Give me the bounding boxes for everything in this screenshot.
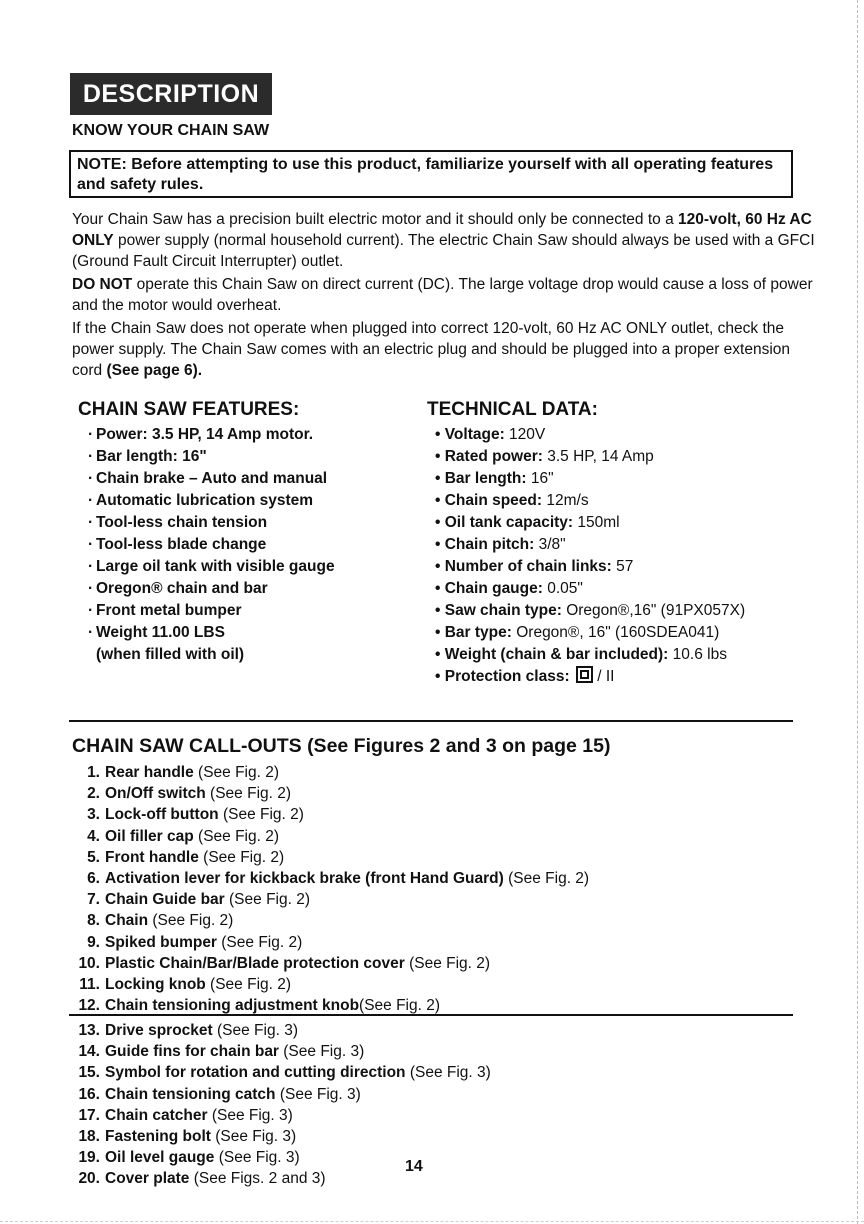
callout-item xyxy=(72,1126,812,1147)
intro-paragraph-3: If the Chain Saw does not operate when plugged into correct 120-volt, 60 Hz AC ONLY outlet, check the power supply. The Chain Saw comes with an electric plug and should be plugged into a proper extension cord (See page 6). xyxy=(72,320,791,379)
callout-number: 2. xyxy=(87,785,100,803)
technical-data-item xyxy=(435,622,847,644)
callout-number: 6. xyxy=(87,870,100,888)
feature-label: Tool-less chain tension xyxy=(96,514,268,531)
bullet-icon: • xyxy=(435,514,445,531)
feature-item xyxy=(88,446,408,468)
technical-data-item xyxy=(435,512,847,534)
technical-data-item xyxy=(435,556,847,578)
bullet-icon: • xyxy=(435,492,445,509)
divider-top xyxy=(69,720,793,722)
callout-figure-ref: (See Fig. 3) xyxy=(210,1128,297,1146)
bullet-icon: · xyxy=(88,536,94,553)
feature-label: Chain brake – Auto and manual xyxy=(96,470,328,487)
callout-item xyxy=(72,868,812,889)
technical-data-value: Oregon®,16" (91PX057X) xyxy=(561,602,746,619)
feature-item xyxy=(88,490,408,512)
page-number: 14 xyxy=(405,1158,423,1175)
technical-data-key: Chain pitch: xyxy=(444,536,535,553)
callout-figure-ref: (See Figs. 2 and 3) xyxy=(189,1170,326,1188)
callout-number: 13. xyxy=(78,1022,100,1039)
feature-label: Automatic lubrication system xyxy=(96,492,314,509)
scan-bottom-line xyxy=(0,1221,864,1222)
callout-number: 15. xyxy=(78,1064,100,1082)
callout-figure-ref: (See Fig. 2) xyxy=(205,785,292,803)
callout-item xyxy=(72,889,812,910)
callout-number: 20. xyxy=(78,1170,100,1188)
callout-figure-ref: (See Fig. 2) xyxy=(503,870,590,888)
callout-item xyxy=(72,953,812,974)
callout-item xyxy=(72,1147,812,1168)
callout-figure-ref: (See Fig. 3) xyxy=(207,1106,293,1124)
technical-data-key: Chain gauge: xyxy=(444,580,543,597)
technical-data-item xyxy=(435,446,847,468)
callout-part-name: Locking knob xyxy=(105,976,206,994)
feature-item xyxy=(88,468,408,490)
technical-data-value: 10.6 lbs xyxy=(668,646,727,663)
features-title: CHAIN SAW FEATURES: xyxy=(78,399,300,420)
callout-figure-ref: (See Fig. 2) xyxy=(193,764,280,781)
callout-item xyxy=(72,1084,812,1105)
technical-data-value: 0.05" xyxy=(542,580,583,597)
callout-part-name: Rear handle xyxy=(105,764,194,781)
technical-data-key: Rated power: xyxy=(444,448,543,465)
callout-item xyxy=(72,762,812,783)
bullet-icon: · xyxy=(88,580,94,597)
callouts-title: CHAIN SAW CALL-OUTS (See Figures 2 and 3 on page 15) xyxy=(72,735,611,757)
callout-number: 1. xyxy=(87,764,100,781)
feature-weight-note: (when filled with oil) xyxy=(96,646,245,663)
feature-label: Large oil tank with visible gauge xyxy=(96,558,335,575)
callout-item xyxy=(72,1062,812,1083)
callout-part-name: Plastic Chain/Bar/Blade protection cover xyxy=(105,954,405,972)
bullet-icon: · xyxy=(88,492,94,509)
callout-number: 14. xyxy=(78,1043,100,1061)
technical-data-value: 16" xyxy=(526,470,554,487)
technical-data-key: Protection class: xyxy=(444,668,570,685)
callout-part-name: Chain xyxy=(105,912,149,930)
technical-data-key: Bar length: xyxy=(444,470,527,487)
bullet-icon: · xyxy=(88,558,94,575)
callout-item xyxy=(72,932,812,953)
bullet-icon: • xyxy=(435,448,445,465)
feature-item xyxy=(88,578,408,600)
callout-figure-ref: (See Fig. 3) xyxy=(214,1149,300,1167)
callout-part-name: Chain catcher xyxy=(105,1106,208,1124)
callout-figure-ref: (See Fig. 3) xyxy=(278,1043,365,1061)
feature-label: Front metal bumper xyxy=(96,602,242,619)
technical-data-value: 3/8" xyxy=(534,536,566,553)
technical-data-key: Saw chain type: xyxy=(444,602,562,619)
feature-label: Bar length: 16" xyxy=(96,448,207,465)
callout-part-name: Spiked bumper xyxy=(105,933,217,951)
scan-edge-line xyxy=(857,0,858,1224)
feature-item xyxy=(88,622,408,644)
bullet-icon: · xyxy=(88,624,94,641)
technical-data-key: Bar type: xyxy=(444,624,512,641)
callout-part-name: On/Off switch xyxy=(105,785,206,803)
callout-part-name: Guide fins for chain bar xyxy=(105,1043,279,1061)
bullet-icon: • xyxy=(435,426,445,443)
callout-part-name: Symbol for rotation and cutting direction xyxy=(105,1064,406,1082)
callout-item xyxy=(72,1020,812,1041)
bullet-icon: • xyxy=(435,624,445,641)
technical-data-item xyxy=(435,600,847,622)
intro-paragraph-2: DO NOT operate this Chain Saw on direct current (DC). The large voltage drop would cause a loss of power and the motor would overheat. xyxy=(72,276,813,314)
bullet-icon: · xyxy=(88,470,94,487)
callout-figure-ref: (See Fig. 2) xyxy=(224,891,310,909)
callout-part-name: Drive sprocket xyxy=(105,1022,213,1039)
callout-part-name: Lock-off button xyxy=(105,806,219,824)
technical-data-value: Oregon®, 16" (160SDEA041) xyxy=(511,624,720,641)
technical-data-item xyxy=(435,534,847,556)
callout-figure-ref: (See Fig. 3) xyxy=(405,1064,491,1082)
callout-item xyxy=(72,1168,812,1189)
feature-item xyxy=(88,424,408,446)
technical-data-item xyxy=(435,666,847,688)
intro-text xyxy=(72,209,822,383)
feature-item xyxy=(88,600,408,622)
bullet-icon: · xyxy=(88,602,94,619)
technical-data-title: TECHNICAL DATA: xyxy=(427,399,598,420)
callout-number: 8. xyxy=(87,912,100,930)
callout-figure-ref: (See Fig. 3) xyxy=(212,1022,298,1039)
callouts-list-figure-3 xyxy=(72,1020,812,1190)
note-box: NOTE: Before attempting to use this product, familiarize yourself with all operating features and safety rules. xyxy=(69,150,793,198)
technical-data-item xyxy=(435,490,847,512)
bullet-icon: • xyxy=(435,558,445,575)
technical-data-key: Number of chain links: xyxy=(444,558,612,575)
callout-item xyxy=(72,804,812,825)
callout-number: 11. xyxy=(79,976,100,994)
bullet-icon: • xyxy=(435,646,445,663)
callout-number: 5. xyxy=(87,848,100,866)
feature-label: Oregon® chain and bar xyxy=(96,580,268,597)
callout-figure-ref: (See Fig. 3) xyxy=(275,1085,361,1103)
callout-part-name: Fastening bolt xyxy=(105,1128,211,1146)
technical-data-value: 3.5 HP, 14 Amp xyxy=(542,448,654,465)
technical-data-key: Chain speed: xyxy=(444,492,543,509)
callouts-list-figure-2 xyxy=(72,762,812,1016)
technical-data-value: 12m/s xyxy=(542,492,589,509)
callout-item xyxy=(72,847,812,868)
technical-data xyxy=(427,399,847,688)
double-insulation-icon xyxy=(576,666,593,683)
feature-label: Tool-less blade change xyxy=(96,536,267,553)
feature-label: Power: 3.5 HP, 14 Amp motor. xyxy=(96,426,314,443)
callout-number: 12. xyxy=(78,997,100,1015)
callout-number: 7. xyxy=(87,891,100,909)
callout-figure-ref: (See Fig. 2) xyxy=(218,806,304,824)
callout-part-name: Cover plate xyxy=(105,1170,190,1188)
callout-part-name: Front handle xyxy=(105,848,199,866)
feature-item xyxy=(88,534,408,556)
feature-label: Weight 11.00 LBS xyxy=(96,624,225,641)
callout-part-name: Activation lever for kickback brake (front Hand Guard) xyxy=(105,870,504,888)
callout-part-name: Chain Guide bar xyxy=(105,891,225,909)
technical-data-item xyxy=(435,424,847,446)
callout-figure-ref: (See Fig. 2) xyxy=(216,933,303,951)
technical-data-item xyxy=(435,644,847,666)
callout-figure-ref: (See Fig. 2) xyxy=(193,827,280,845)
callout-figure-ref: (See Fig. 2) xyxy=(359,997,441,1015)
callout-number: 4. xyxy=(87,827,100,845)
callout-item xyxy=(72,1041,812,1062)
callout-item xyxy=(72,783,812,804)
callout-figure-ref: (See Fig. 2) xyxy=(198,848,285,866)
callout-item xyxy=(72,974,812,995)
feature-item xyxy=(88,512,408,534)
callout-number: 19. xyxy=(78,1149,100,1167)
technical-data-item xyxy=(435,578,847,600)
technical-data-value: 150ml xyxy=(573,514,620,531)
bullet-icon: • xyxy=(435,602,445,619)
technical-data-key: Weight (chain & bar included): xyxy=(444,646,669,663)
technical-data-value: / II xyxy=(592,668,615,685)
divider-bottom xyxy=(69,1014,793,1016)
bullet-icon: • xyxy=(435,536,445,553)
technical-data-value: 57 xyxy=(611,558,634,575)
callout-figure-ref: (See Fig. 2) xyxy=(205,976,292,994)
callout-part-name: Chain tensioning catch xyxy=(105,1085,276,1103)
callout-item xyxy=(72,826,812,847)
technical-data-item xyxy=(435,468,847,490)
callout-number: 16. xyxy=(78,1085,100,1103)
technical-data-list xyxy=(427,424,847,688)
technical-data-key: Voltage: xyxy=(444,426,505,443)
bullet-icon: · xyxy=(88,448,94,465)
technical-data-value: 120V xyxy=(504,426,546,443)
callout-part-name: Oil level gauge xyxy=(105,1149,215,1167)
callout-figure-ref: (See Fig. 2) xyxy=(404,954,491,972)
bullet-icon: • xyxy=(435,470,445,487)
callout-item xyxy=(72,1105,812,1126)
know-your-chain-saw-heading: KNOW YOUR CHAIN SAW xyxy=(72,122,270,139)
callout-item xyxy=(72,910,812,931)
callout-number: 17. xyxy=(78,1106,100,1124)
callout-number: 10. xyxy=(78,954,100,972)
features-list xyxy=(78,424,408,666)
callout-number: 18. xyxy=(78,1128,100,1146)
callout-part-name: Oil filler cap xyxy=(105,827,194,845)
bullet-icon: · xyxy=(88,426,94,443)
bullet-icon: • xyxy=(435,668,445,685)
feature-item xyxy=(88,556,408,578)
callout-number: 3. xyxy=(87,806,100,824)
bullet-icon: • xyxy=(435,580,445,597)
intro-paragraph-1: Your Chain Saw has a precision built electric motor and it should only be connected to a 120-volt, 60 Hz AC ONLY power supply (normal household current). The electric Chain Saw should always be used with a GFCI (Ground Fault Circuit Interrupter) outlet. xyxy=(72,211,815,270)
chain-saw-features xyxy=(78,399,408,666)
callout-figure-ref: (See Fig. 2) xyxy=(148,912,234,930)
bullet-icon: · xyxy=(88,514,94,531)
technical-data-key: Oil tank capacity: xyxy=(444,514,574,531)
description-banner: DESCRIPTION xyxy=(70,73,272,115)
callout-number: 9. xyxy=(87,933,100,951)
callout-part-name: Chain tensioning adjustment knob xyxy=(105,997,360,1015)
